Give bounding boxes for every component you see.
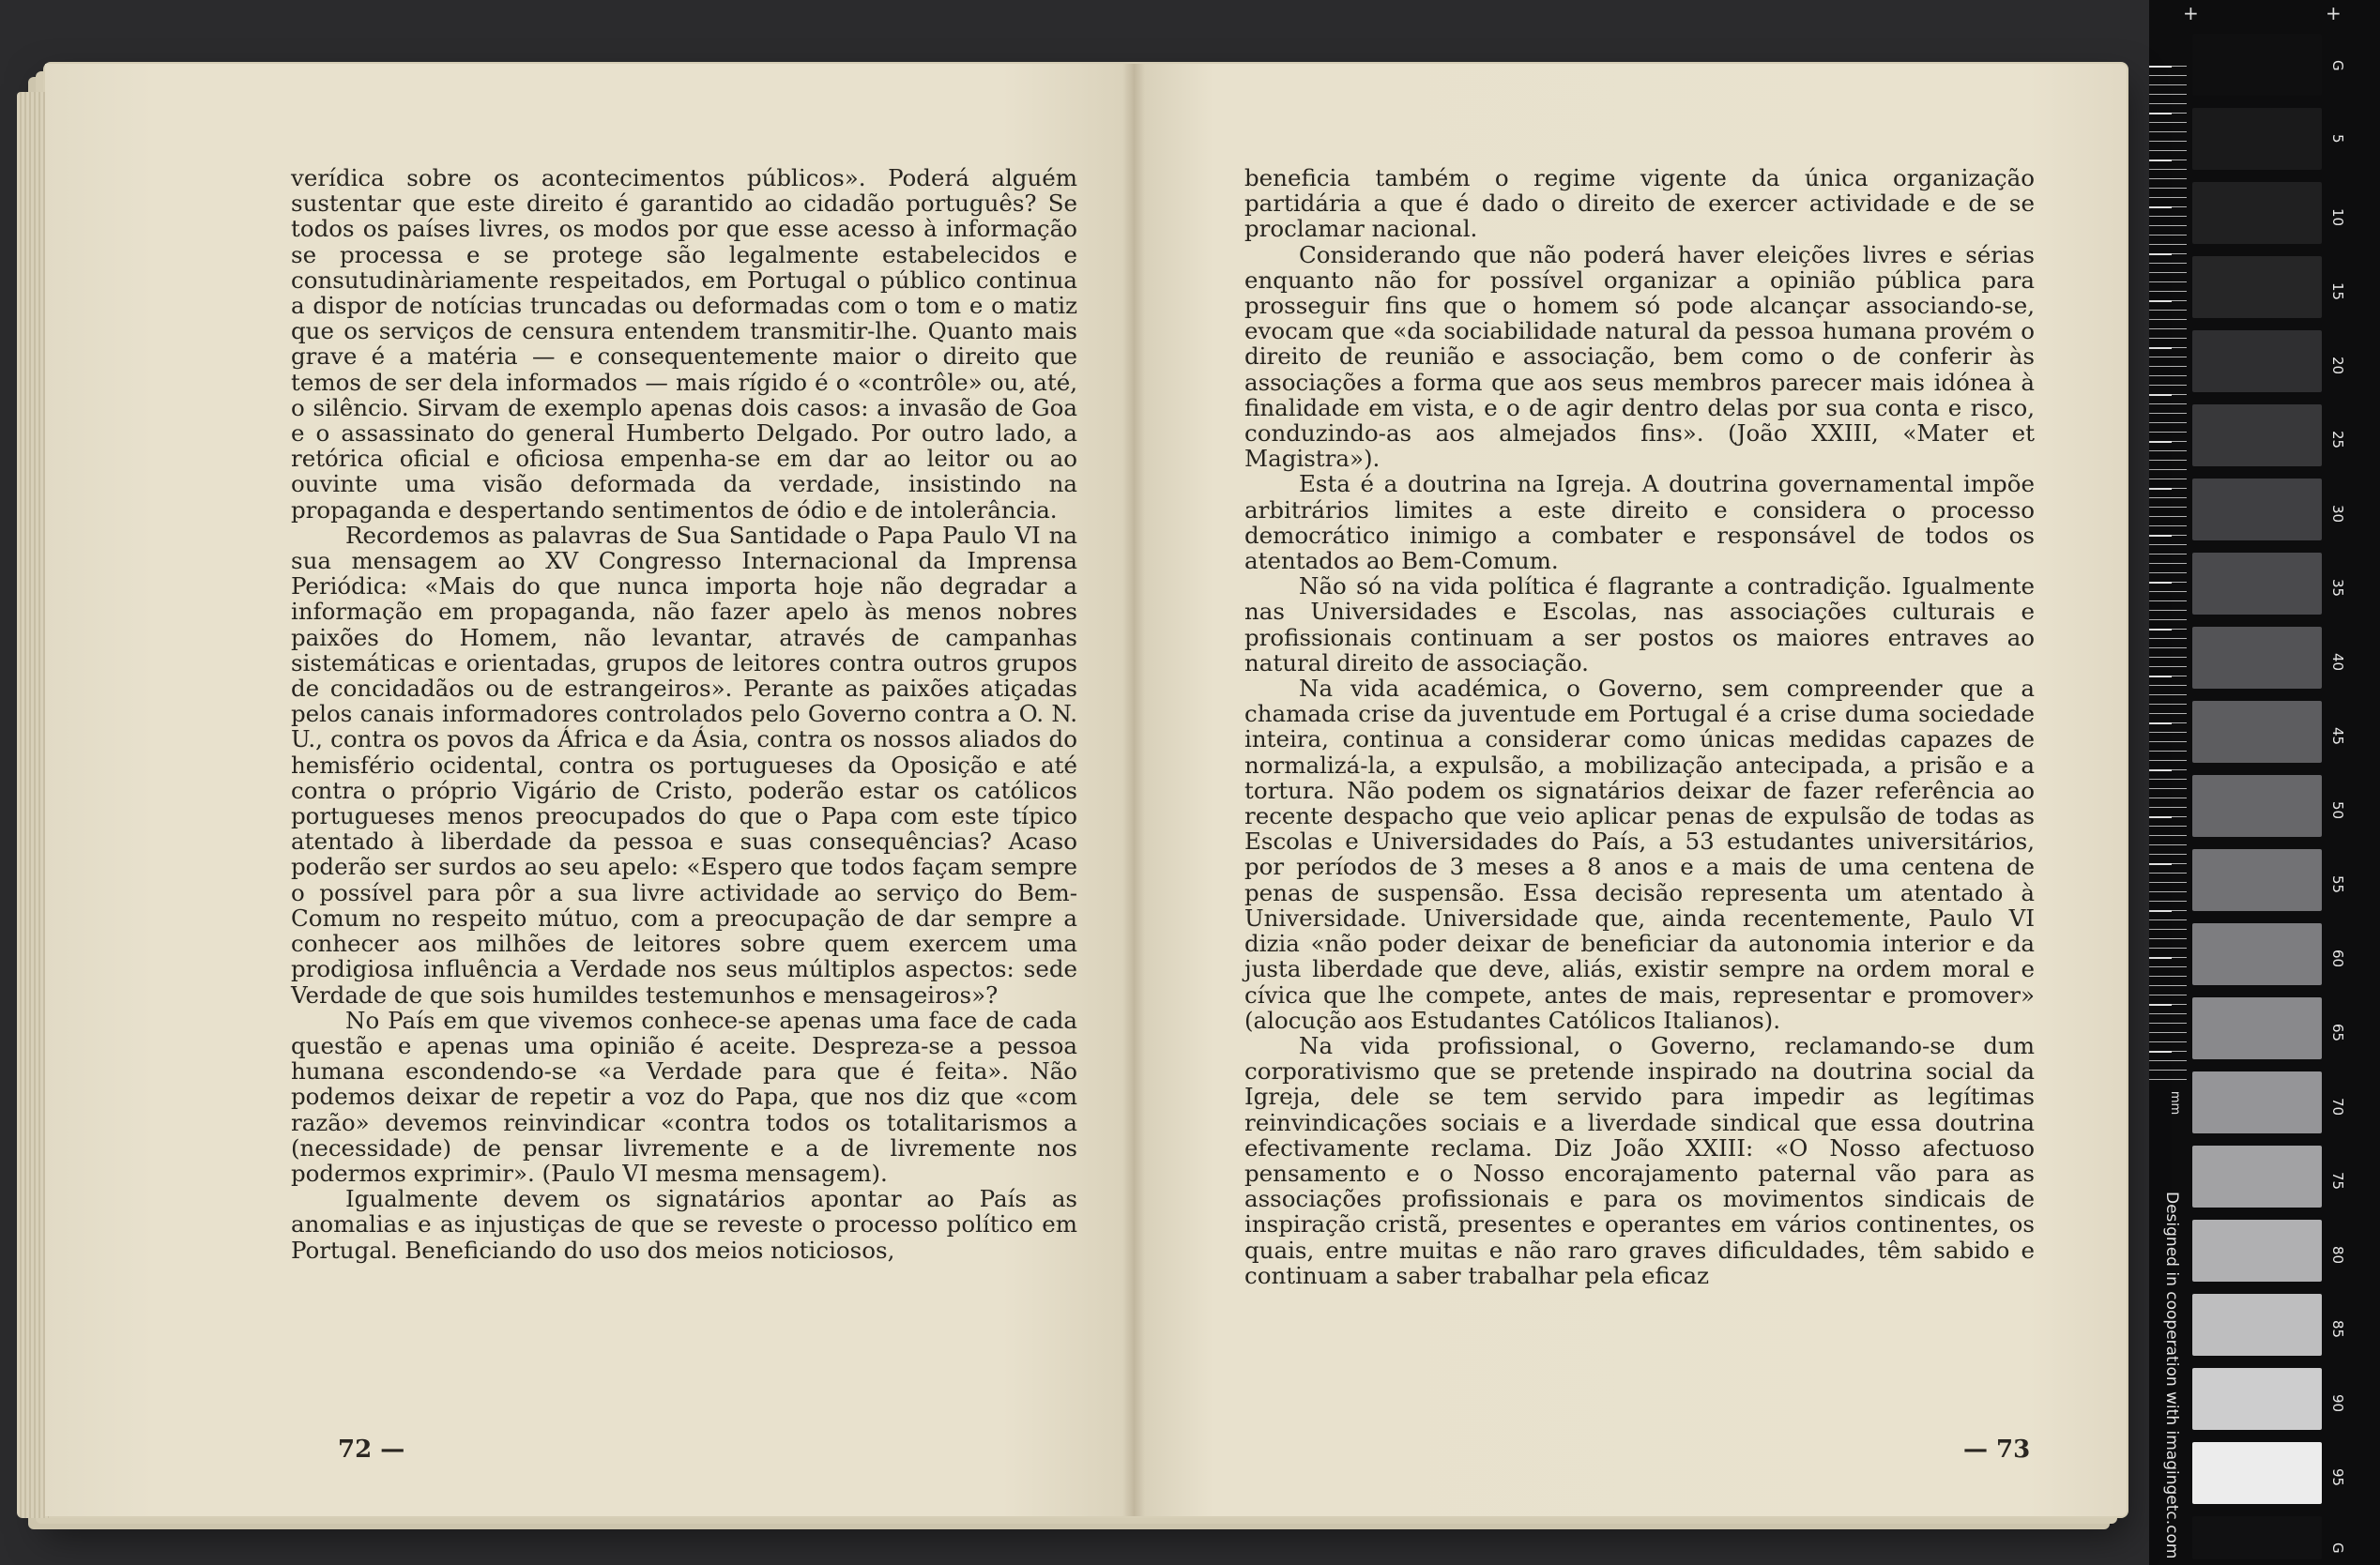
paragraph: Recordemos as palavras de Sua Santidade o Papa Paulo VI na sua mensagem ao XV Congresso Internacional da Imprensa Periódica: «Mais do que nunca importa hoje não degradar a informação em propaganda, não fazer apelo às menos nobres paixões do Homem, não levantar, através de campanhas sistemáticas e orientadas, grupos de leitores contra outros grupos de concidadãos ou de estrangeiros». Perante as paixões atiçadas pelos canais informadores controlados pelo Governo contra a O. N. U., contra os povos da África e da Ásia, contra os nossos aliados do hemisfério ocidental, contra os portugueses da Oposição e até contra o próprio Vigário de Cristo, poderão estar os católicos portugueses menos preocupados do que o Papa com este típico atentado à liberdade da pessoa e suas consequências? Acaso poderão ser surdos ao seu apelo: «Espero que todos façam sempre o possível para pôr a sua livre actividade ao serviço do Bem-Comum no respeito mútuo, com a preocupação de dar sempre a conhecer aos milhões de leitores sobre quem exercem uma prodigiosa influência a Verdade nos seus múltiplos aspectos: sede Verdade de que sois humildes testemunhos e mensageiros»? <box>291 521 1077 1009</box>
scale-label: 60 <box>2329 950 2346 968</box>
gray-swatch <box>2192 1442 2322 1504</box>
plus-mark-left: + <box>2183 2 2199 24</box>
gray-swatch <box>2192 701 2322 763</box>
mm-ruler-major-ticks <box>2149 66 2172 1088</box>
ruler-unit-label: mm <box>2168 1090 2183 1116</box>
gray-swatch <box>2192 997 2322 1059</box>
paragraph: verídica sobre os acontecimentos públicos». Poderá alguém sustentar que este direito é garantido ao cidadão português? Se todos os países livres, os modos por que esse acesso à informação se processa e se protege são legalmente estabelecidos e consutudinàriamente respeitados, em Portugal o público continua a dispor de notícias truncadas ou deformadas com o tom e o matiz que os serviços de censura entendem transmitir-lhe. Quanto mais grave é a matéria — e consequentemente maior o direito que temos de ser dela informados — mais rígido é o «contrôle» ou, até, o silêncio. Sirvam de exemplo apenas dois casos: a invasão de Goa e o assassinato do general Humberto Delgado. Por outro lado, a retórica oficial e oficiosa empenha-se em dar ao leitor ou ao ouvinte uma visão deformada da verdade, insistindo na propaganda e despertando sentimentos de ódio e de intolerância. <box>291 164 1077 524</box>
page-number-right: — 73 <box>1963 1436 2031 1464</box>
scale-label: 45 <box>2329 727 2346 746</box>
plus-mark-right: + <box>2326 2 2342 24</box>
gray-swatch <box>2192 330 2322 392</box>
open-book <box>45 64 2127 1516</box>
left-page-text <box>291 165 1077 1263</box>
scale-label: 25 <box>2329 431 2346 449</box>
right-page-text <box>1244 165 2035 1288</box>
gray-swatch <box>2192 108 2322 170</box>
scale-label: 5 <box>2329 134 2346 144</box>
paragraph: Na vida profissional, o Governo, reclamando-se dum corporativismo que se pretende inspirado na doutrina social da Igreja, dele se tem servido para impedir as legítimas reinvindicações sociais e a liverdade sindical que essa doutrina efectivamente reclama. Diz João XXIII: «O Nosso afectuoso pensamento e o Nosso encorajamento paternal vão para as associações profissionais e para os movimentos sindicais de inspiração cristã, presentes e operantes em vários continentes, os quais, entre muitas e não raro graves dificuldades, têm sabido e continuam a saber trabalhar pela eficaz <box>1244 1031 2035 1289</box>
gray-swatch <box>2192 553 2322 615</box>
scale-label: 55 <box>2329 875 2346 894</box>
scale-label: 10 <box>2329 208 2346 227</box>
gray-swatch <box>2192 404 2322 466</box>
scale-label: 35 <box>2329 579 2346 598</box>
paragraph: Igualmente devem os signatários apontar ao País as anomalias e as injustiças de que se reveste o processo político em Portugal. Beneficiando do uso dos meios noticiosos, <box>291 1185 1077 1264</box>
scale-label: 75 <box>2329 1172 2346 1191</box>
scale-label: 90 <box>2329 1394 2346 1413</box>
paragraph: No País em que vivemos conhece-se apenas uma face de cada questão e apenas uma opinião é aceite. Despreza-se a pessoa humana escondendo-se «a Verdade para que é feita». Não podemos deixar de repetir a voz do Papa, que nos diz que «com razão» devemos reinvindicar «contra todos os totalitarismos a (necessidade) de pensar livremente e a de livremente nos podermos exprimir». (Paulo VI mesma mensagem). <box>291 1006 1077 1187</box>
gray-swatch <box>2192 1516 2322 1559</box>
book-gutter <box>1122 64 1145 1516</box>
gray-swatch <box>2192 1368 2322 1430</box>
scale-label: 65 <box>2329 1024 2346 1042</box>
paragraph: Considerando que não poderá haver eleições livres e sérias enquanto não for possível organizar a opinião pública para prosseguir fins que o homem só pode alcançar associando-se, evocam que «da sociabilidade natural da pessoa humana provém o direito de reunião e associação, bem como o de conferir às associações a forma que aos seus membros parecer mais idónea à finalidade em vista, e o de agir dentro delas por sua conta e risco, conduzindo-as aos almejados fins». (João XXIII, «Mater et Magistra»). <box>1244 240 2035 473</box>
scale-label: 95 <box>2329 1468 2346 1487</box>
paragraph: Esta é a doutrina na Igreja. A doutrina governamental impõe arbitrários limites a este direito e considera o processo democrático inimigo a combater e responsável de todos os atentados ao Bem-Comum. <box>1244 470 2035 575</box>
scale-label: 85 <box>2329 1320 2346 1339</box>
scale-label: 50 <box>2329 801 2346 820</box>
gray-swatch <box>2192 479 2322 540</box>
gray-swatch <box>2192 182 2322 244</box>
gray-swatch <box>2192 1294 2322 1356</box>
gray-swatch <box>2192 256 2322 318</box>
checker-credit: Designed in cooperation with imagingetc.com <box>2162 1192 2181 1559</box>
gray-swatch <box>2192 34 2322 96</box>
gray-swatch <box>2192 923 2322 985</box>
scale-label: 15 <box>2329 282 2346 301</box>
scale-label: G <box>2329 1542 2346 1554</box>
paragraph: Não só na vida política é flagrante a contradição. Igualmente nas Universidades e Escolas, nas associações culturais e profissionais continuam a ser postos os maiores entraves ao natural direito de associação. <box>1244 572 2035 676</box>
scale-label: 80 <box>2329 1246 2346 1265</box>
scale-label: G <box>2329 60 2346 71</box>
gray-swatch <box>2192 775 2322 837</box>
paragraph: beneficia também o regime vigente da única organização partidária a que é dado o direito de exercer actividade e de se proclamar nacional. <box>1244 164 2035 243</box>
scale-label: 40 <box>2329 653 2346 672</box>
scale-label: 30 <box>2329 505 2346 524</box>
page-number-left: 72 — <box>338 1436 405 1464</box>
gray-swatch <box>2192 1071 2322 1133</box>
gray-swatch <box>2192 1220 2322 1282</box>
page-edges <box>17 92 49 1518</box>
scale-label: 20 <box>2329 357 2346 375</box>
gray-swatch <box>2192 627 2322 689</box>
gray-swatch <box>2192 849 2322 911</box>
gray-swatch <box>2192 1146 2322 1208</box>
scale-label: 70 <box>2329 1098 2346 1117</box>
paragraph: Na vida académica, o Governo, sem compreender que a chamada crise da juventude em Portugal é a crise duma sociedade inteira, continua a considerar como únicas medidas capazes de normalizá-la, a expulsão, a mobilização antecipada, a prisão e a tortura. Não podem os signatários deixar de fazer referência ao recente despacho que veio aplicar penas de expulsão de todas as Escolas e Universidades do País, a 53 estudantes universitários, por períodos de 3 meses a 8 anos e a mais de uma centena de penas de suspensão. Essa decisão representa um atentado à Universidade. Universidade que, ainda recentemente, Paulo VI dizia «não poder deixar de beneficiar da autonomia interior e da justa liberdade que deve, aliás, existir sempre na ordem moral e cívica que lhe compete, antes de mais, representar e promover» (alocução aos Estudantes Católicos Italianos). <box>1244 675 2035 1034</box>
